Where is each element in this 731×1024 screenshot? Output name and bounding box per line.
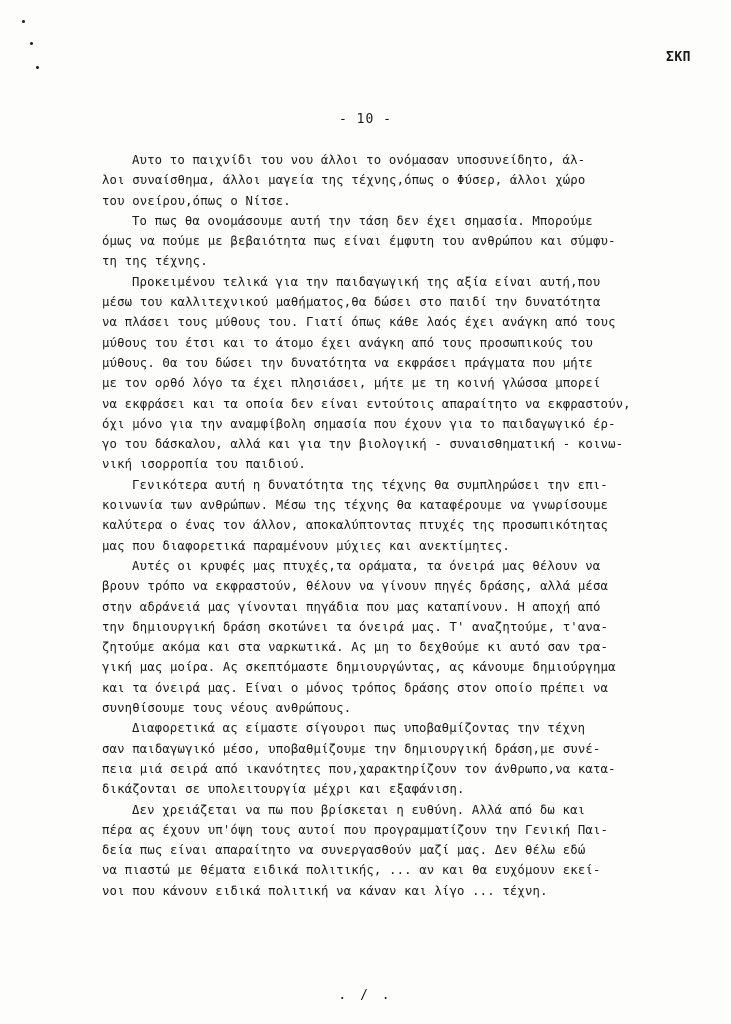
body-text [102, 150, 702, 901]
text-line: σαν παιδαγωγικό μέσο, υποβαθμίζουμε την δημιουργική δράση,με συνέ- [102, 741, 601, 756]
page-number: - 10 - [339, 112, 392, 127]
text-line: πεια μιά σειρά από ικανότητες που,χαρακτηρίζουν τον άνθρωπο,να κατα- [102, 761, 616, 776]
scan-speck [30, 42, 33, 45]
text-line: μας που διαφορετικά παραμένουν μύχιες και ανεκτίμητες. [102, 538, 510, 553]
text-line: να πιαστώ με θέματα ειδικά πολιτικής, ... αν και θα ευχόμουν εκεί- [102, 863, 601, 878]
text-line: γο του δάσκαλου, αλλά και για την βιολογική - συναισθηματική - κοινω- [102, 437, 624, 452]
text-line: ζητούμε ακόμα και στα ναρκωτικά. Ας μη το δεχθούμε κι αυτό σαν τρα- [102, 640, 609, 655]
text-line: μύθους του έτσι και το άτομο έχει ανάγκη από τους προσωπικούς του [102, 335, 593, 350]
text-line: βρουν τρόπο να εκφραστούν, θέλουν να γίνουν πηγές δράσης, αλλά μέσα [102, 579, 609, 594]
scan-speck [22, 20, 25, 23]
text-line: να εκφράσει και τα οποία δεν είναι εντούτοις απαραίτητο να εκφραστούν, [102, 396, 631, 411]
text-line: την δημιουργική δράση σκοτώνει τα όνειρά μας. Τ' αναζητούμε, τ'ανα- [102, 619, 609, 634]
text-line: όμως να πούμε με βεβαιότητα πως είναι έμφυτη του ανθρώπου και σύμφυ- [102, 234, 616, 249]
text-line: λοι συναίσθημα, άλλοι μαγεία της τέχνης,όπως ο Φύσερ, άλλοι χώρο [102, 173, 586, 188]
scan-speck [36, 66, 39, 69]
text-line: μέσω του καλλιτεχνικού μαθήματος,θα δώσει στο παιδί την δυνατότητα [102, 295, 601, 310]
document-code: ΣΚΠ [666, 50, 691, 65]
continuation-mark: . / . [338, 988, 393, 1003]
text-line: καλύτερα ο ένας τον άλλον, αποκαλύπτοντας πτυχές της προσωπικότητας [102, 518, 609, 533]
text-line: τη της τέχνης. [102, 254, 208, 269]
text-line: δικάζονται σε υπολειτουργία μέχρι και εξαφάνιση. [102, 782, 465, 797]
text-line: κοινωνία των ανθρώπων. Μέσω της τέχνης θα καταφέρουμε να γνωρίσουμε [102, 498, 609, 513]
text-line: Αυτές οι κρυφές μας πτυχές,τα οράματα, τα όνειρά μας θέλουν να [132, 558, 601, 573]
text-line: Δεν χρειάζεται να πω που βρίσκεται η ευθύνη. Αλλά από δω και [132, 802, 586, 817]
text-line: δεία πως είναι απαραίτητο να συνεργασθούν μαζί μας. Δεν θέλω εδώ [102, 843, 586, 858]
text-line: μύθους. Θα του δώσει την δυνατότητα να εκφράσει πράγματα που μήτε [102, 355, 593, 370]
text-line: Αυτο το παιχνίδι του νου άλλοι το ονόμασαν υποσυνείδητο, άλ- [132, 153, 586, 167]
text-line: με τον ορθό λόγο τα έχει πλησιάσει, μήτε με τη κοινή γλώσσα μπορεί [102, 376, 601, 391]
text-line: γική μας μοίρα. Ας σκεπτόμαστε δημιουργώντας, ας κάνουμε δημιούργημα [102, 660, 616, 675]
text-line: νική ισορροπία του παιδιού. [102, 457, 306, 472]
text-line: Διαφορετικά ας είμαστε σίγουροι πως υποβαθμίζοντας την τέχνη [132, 721, 586, 736]
text-line: όχι μόνο για την αναμφίβολη σημασία που έχουν για το παιδαγωγικό έρ- [102, 416, 616, 431]
text-line: Το πως θα ονομάσουμε αυτή την τάση δεν έχει σημασία. Μπορούμε [132, 213, 593, 228]
text-line: του ονείρου,όπως ο Νίτσε. [102, 193, 291, 208]
text-line: να πλάσει τους μύθους του. Γιατί όπως κάθε λαός έχει ανάγκη από τους [102, 315, 616, 330]
text-line: Γενικότερα αυτή η δυνατότητα της τέχνης θα συμπληρώσει την επι- [132, 477, 608, 492]
text-line: πέρα ας έχουν υπ'όψη τους αυτοί που προγραμματίζουν την Γενική Παι- [102, 822, 609, 837]
text-line: στην αδράνειά μας γίνονται πηγάδια που μας καταπίνουν. Η αποχή από [102, 599, 601, 614]
text-line: νοι που κάνουν ειδικά πολιτική να κάναν και λίγο ... τέχνη. [102, 883, 548, 898]
text-line: και τα όνειρά μας. Είναι ο μόνος τρόπος δράσης στον οποίο πρέπει να [102, 680, 609, 695]
text-line: Προκειμένου τελικά για την παιδαγωγική της αξία είναι αυτή,που [132, 274, 601, 289]
text-line: συνηθίσουμε τους νέους ανθρώπους. [102, 701, 352, 716]
